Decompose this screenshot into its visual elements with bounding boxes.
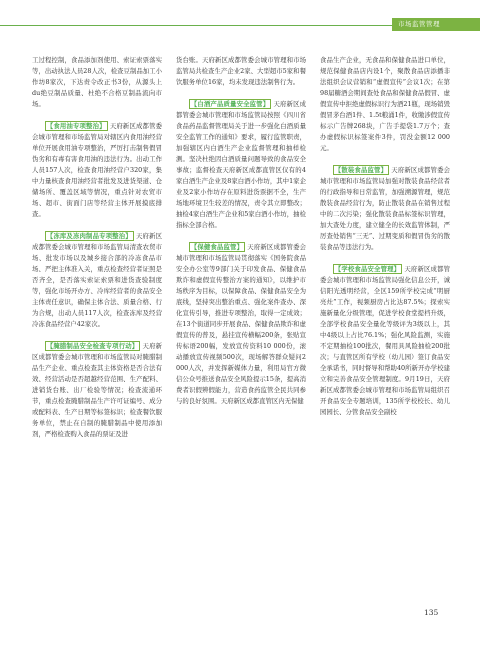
column-right [320,55,450,617]
section-frozen-meat [32,231,162,330]
page-number: 135 [424,608,439,617]
section-body: 天府新区成都管委会城市管理和市场监管局对腌腊制品生产企业、重点检查其主体资格是否合法有效、经营活动是否超越经营范围、生产配料、进销货台账、出厂检验等情况；检查流通环节，重点检查腌腊制品生产许可证编号、成分或配料表、生产日期等标签标识；检查餐饮服务单位，禁止在自制的腌腊制品中使用添加剂，严格检查购入食品的票证及进 [32,342,162,438]
section-body: 天府新区成都管委会城市管理和市场监管局对辖区内食用油经营单位开展食用油专项整治，严厉打击制售假冒伪劣和有毒有害食用油的违法行为。出动工作人员157人次，检查食用油经营户320家，集中力量核查食用油经营者批发及进货渠道、仓储场所、覆盖区域等情况，重点针对农贸市场、超市、街面门店等经营主体开展摸底排查。 [32,122,163,218]
article-columns [32,55,452,617]
header-rule [0,25,392,26]
column-left [32,55,162,617]
section-body: 天府新区成都管委会城市管理和市场监管局加强对散装食品经营者的行政指导和日常监管，加强溯源管理，规范散装食品经营行为，防止散装食品在销售过程中的二次污染；强化散装食品标签标识管理，加大查处力度，建立健全的长效监管体制，严厉查处销售“三无”、过期变质和假冒伪劣的散装食品等违法行为。 [320,166,450,251]
section-bulk-food [320,165,450,253]
section-title: 【冻库及冻肉制品专项整治】 [46,232,132,240]
section-title: 【食用油专项整治】 [46,122,106,130]
section-title: 【保健食品监管】 [190,243,244,251]
section-title: 【学校食品安全管理】 [334,265,401,273]
column-middle [176,55,306,617]
section-title: 【散装食品监管】 [334,166,388,174]
section-edible-oil [32,121,162,220]
section-liquor [176,99,306,231]
paragraph-intro: 工过程控制，食品添加剂使用、索证索票落实等，出动执法人员28人次，检查豆制品加工小作坊8家次，下达责令改正书3份，从源头上du绝豆制品质量、杜绝不合格豆制品流向市场。 [32,56,162,108]
section-body: 天府新区成都管委会城市管理和市场监管局清查农贸市场、批发市场以及城乡接合部的冷冻食品市场、严把主体准入关，重点检查经营者证照是否齐全，是否落实索证索票和进货查验制度等，强化市场开办方、冷库经营者的食品安全主体责任意识，确保主体合法、质量合格、行为合规，出动人员117人次，检查冻库及经营冷冻食品经营户42家次。 [32,232,163,328]
section-school-food [320,264,450,418]
section-body: 天府新区成都管委会城市管理和市场监管局贯彻落实《国务院食品安全办公室等9部门关于印发食品、保健食品欺诈和虚假宣传整治方案的通知》，以维护市场秩序为目标，以保障食品、保健食品安全为底线，坚持突出整治重点、强化案件查办、深化宣传引导，推进专项整治，取得一定成效；在13个街道同步开展食品、保健食品欺诈和虚假宣传的普及，悬挂宣传横幅200条，张贴宣传标语200幅，发放宣传资料10 000份，滚动播放宣传视频500次，现场解答群众疑问2 000人次，并发挥新媒体力量，利用局官方微信公众号推送食品安全风险提示15条，提高消费者识假辨假能力，营造食药监管全民共同参与的良好氛围。天府新区成都直管区内无保健 [176,243,306,405]
section-body: 天府新区成都管委会城市管理和市场监管局强化信息公开，诚信阳光透明经营，全区159所学校完成“明厨亮灶”工作，视频厨房占比达87.5%；探索实施新量化分级管理，促进学校食堂提档升级，全部学校食品安全量化等级评为3级以上，其中4级以上占比76.1%；强化风险监测，实施不定期抽检100批次，餐用具风险抽检200批次；与直管区所有学校（幼儿园）签订食品安全承诺书，同时督导和帮助40所新开办学校建立和完善食品安全管理制度。9月19日，天府新区成都管委会城市管理和市场监管局组织召开食品安全专题培训，135所学校校长、幼儿园园长、分管食品安全副校 [320,265,450,416]
paragraph-intro: 食品生产企业，无食品和保健食品进口单位，规范保健食品店内设1个，聚散食品店添播非法组织会议营销和“虚假宣传”会议1次；在第98届糖酒会期间查处食品和保健食品假冒、虚假宣传中拒绝虚假标识行为酒21瓶，现场销毁假冒茅台酒1件、1.5t粮涌1件，收缴涉假宣传标示广告牌268块，广告手提袋1.7万个；查办虚假标识标签案件3件，罚没金额12 000元。 [320,56,450,152]
section-cured-meat [32,341,162,440]
paragraph-intro: 货台账。天府新区成都管委会城市管理和市场监管局共检查生产企业2家、大型超市5家和餐饮服务单位16家，均未发现违法制售行为。 [176,56,306,86]
section-title: 【腌腊制品安全检查专项行动】 [46,342,139,350]
section-title: 【白酒产品质量安全监管】 [190,100,270,108]
running-header: 市场监管管理 [392,18,480,31]
section-body: 天府新区成都管委会城市管理和市场监管局按照《四川省食品药品监督管理局关于进一步强化白酒质量安全监管工作的通知》要求，履行监管职责，加强辖区内白酒生产企业监督管理和抽样检测。坚决杜绝因白酒质量问题导致的食品安全事故；监督检查天府新区成都直管区仅有的4家白酒生产企业及8家白酒小作坊，其中1家企业及2家小作坊存在原料进货票据不全，生产场地环境卫生较差的情况，责令其立即整改；抽检4家白酒生产企业和5家白酒小作坊，抽检指标全部合格。 [176,100,306,229]
section-health-food [176,242,306,407]
